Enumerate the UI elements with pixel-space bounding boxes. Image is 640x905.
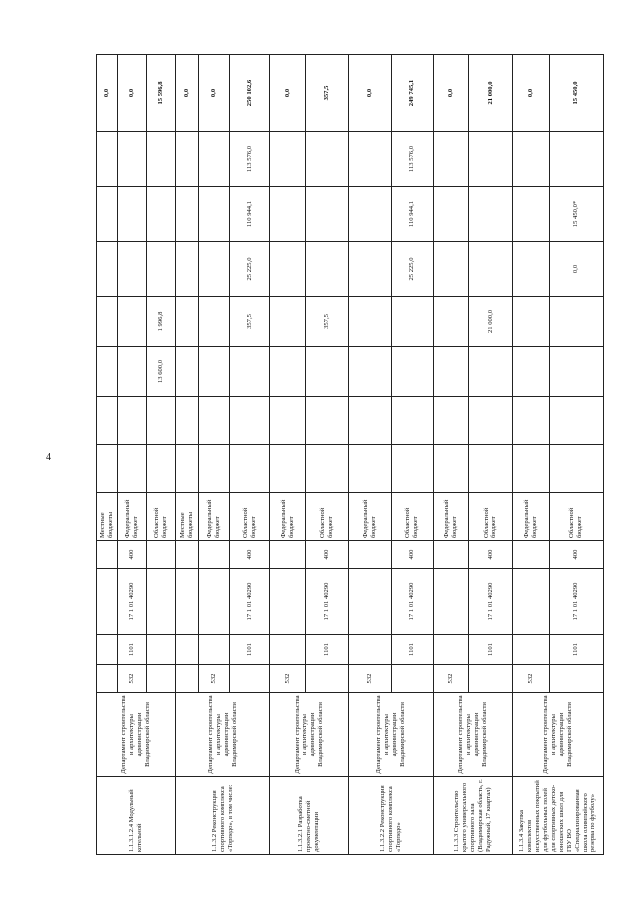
year-2019-cell (118, 187, 147, 242)
year-2018-cell (433, 242, 469, 297)
csr-cell (512, 569, 549, 635)
year-2018-cell (512, 242, 549, 297)
grbs-cell (147, 665, 176, 693)
vr-cell (270, 541, 306, 569)
table-row (349, 55, 391, 855)
year-2017-cell (118, 297, 147, 347)
year-2020-cell (175, 132, 198, 187)
year-2019-cell: 110 944,1 (230, 187, 270, 242)
vr-cell (97, 541, 118, 569)
csr-cell: 17 1 01 40290 (230, 569, 270, 635)
year-2016-cell: 13 600,0 (147, 347, 176, 397)
year-2014-cell (469, 445, 512, 493)
executor-cell: Департамент строительства и архитектуры администрации Владимирской области (175, 693, 269, 777)
year-2017-cell: 357,5 (230, 297, 270, 347)
grbs-cell (391, 665, 433, 693)
year-2020-cell: 113 576,0 (391, 132, 433, 187)
year-2018-cell (469, 242, 512, 297)
source-cell: Областной бюджет (147, 493, 176, 541)
source-cell: Федеральный бюджет (512, 493, 549, 541)
year-2019-cell (512, 187, 549, 242)
grbs-cell: 532 (270, 665, 306, 693)
year-2017-cell (97, 297, 118, 347)
vr-cell (147, 541, 176, 569)
year-2014-cell (270, 445, 306, 493)
vr-cell (175, 541, 198, 569)
year-2016-cell (305, 347, 348, 397)
year-2015-cell (230, 397, 270, 445)
year-2015-cell (469, 397, 512, 445)
rzpr-cell (270, 635, 306, 665)
total-cell: 0,0 (512, 55, 549, 132)
vr-cell (199, 541, 230, 569)
rzpr-cell (433, 635, 469, 665)
rotated-table-wrapper (96, 55, 604, 855)
table-row (512, 55, 549, 855)
rzpr-cell: 1101 (391, 635, 433, 665)
year-2020-cell (512, 132, 549, 187)
csr-cell: 17 1 01 40290 (305, 569, 348, 635)
vr-cell: 400 (391, 541, 433, 569)
rzpr-cell: 1101 (469, 635, 512, 665)
year-2014-cell (230, 445, 270, 493)
year-2019-cell (469, 187, 512, 242)
grbs-cell (305, 665, 348, 693)
rzpr-cell: 1101 (230, 635, 270, 665)
year-2018-cell (349, 242, 391, 297)
year-2019-cell: 110 944,1 (391, 187, 433, 242)
vr-cell: 400 (230, 541, 270, 569)
year-2014-cell (305, 445, 348, 493)
csr-cell: 17 1 01 40290 (118, 569, 147, 635)
year-2020-cell (199, 132, 230, 187)
source-cell: Местные бюджеты (97, 493, 118, 541)
year-2016-cell (469, 347, 512, 397)
total-cell: 0,0 (118, 55, 147, 132)
year-2020-cell (118, 132, 147, 187)
year-2017-cell: 357,5 (305, 297, 348, 347)
total-cell: 0,0 (270, 55, 306, 132)
item-name-cell: 1.1.3.4 Закупка комплектов искусственных покрытий для футбольных полей для спортивных детско-юношеских школ для ГБУ ВО «Специализированная школа олимпийского резерва по футболу» (512, 777, 603, 855)
year-2014-cell (349, 445, 391, 493)
year-2020-cell (270, 132, 306, 187)
vr-cell (433, 541, 469, 569)
rzpr-cell (147, 635, 176, 665)
grbs-cell (549, 665, 603, 693)
year-2015-cell (118, 397, 147, 445)
rzpr-cell (512, 635, 549, 665)
year-2020-cell (469, 132, 512, 187)
csr-cell: 17 1 01 40290 (549, 569, 603, 635)
csr-cell (97, 569, 118, 635)
year-2020-cell: 113 576,0 (230, 132, 270, 187)
year-2020-cell (305, 132, 348, 187)
total-cell: 250 102,6 (230, 55, 270, 132)
csr-cell (433, 569, 469, 635)
source-cell: Федеральный бюджет (349, 493, 391, 541)
rzpr-cell: 1101 (305, 635, 348, 665)
year-2018-cell (147, 242, 176, 297)
table-row (97, 55, 118, 855)
year-2015-cell (199, 397, 230, 445)
year-2014-cell (433, 445, 469, 493)
year-2015-cell (391, 397, 433, 445)
year-2017-cell: 1 996,8 (147, 297, 176, 347)
source-cell: Федеральный бюджет (433, 493, 469, 541)
year-2018-cell (97, 242, 118, 297)
year-2016-cell (199, 347, 230, 397)
year-2019-cell (305, 187, 348, 242)
year-2015-cell (305, 397, 348, 445)
total-cell: 0,0 (433, 55, 469, 132)
vr-cell (512, 541, 549, 569)
source-cell: Областной бюджет (305, 493, 348, 541)
csr-cell (175, 569, 198, 635)
year-2019-cell (199, 187, 230, 242)
year-2014-cell (118, 445, 147, 493)
year-2018-cell: 0,0 (549, 242, 603, 297)
year-2020-cell (433, 132, 469, 187)
rzpr-cell: 1101 (549, 635, 603, 665)
year-2016-cell (549, 347, 603, 397)
year-2018-cell: 25 225,0 (391, 242, 433, 297)
year-2018-cell (305, 242, 348, 297)
executor-cell: Департамент строительства и архитектуры администрации Владимирской области (349, 693, 433, 777)
year-2016-cell (97, 347, 118, 397)
source-cell: Федеральный бюджет (270, 493, 306, 541)
year-2015-cell (147, 397, 176, 445)
item-name-cell: 1.1.3.3 Строительство крытого универсального спортивного зала (Владимирская область, г. Радужный, 17 квартал) (433, 777, 512, 855)
source-cell: Федеральный бюджет (118, 493, 147, 541)
year-2014-cell (549, 445, 603, 493)
grbs-cell (175, 665, 198, 693)
csr-cell (270, 569, 306, 635)
total-cell: 0,0 (175, 55, 198, 132)
year-2016-cell (230, 347, 270, 397)
grbs-cell: 532 (349, 665, 391, 693)
year-2015-cell (175, 397, 198, 445)
rzpr-cell: 1101 (118, 635, 147, 665)
csr-cell: 17 1 01 40290 (391, 569, 433, 635)
executor-cell: Департамент строительства и архитектуры администрации Владимирской области (433, 693, 512, 777)
year-2020-cell (97, 132, 118, 187)
year-2017-cell (270, 297, 306, 347)
year-2016-cell (512, 347, 549, 397)
grbs-cell: 532 (433, 665, 469, 693)
source-cell: Местные бюджеты (175, 493, 198, 541)
year-2017-cell (549, 297, 603, 347)
csr-cell (349, 569, 391, 635)
grbs-cell: 532 (512, 665, 549, 693)
budget-table (96, 54, 604, 855)
year-2018-cell (118, 242, 147, 297)
year-2015-cell (512, 397, 549, 445)
total-cell: 0,0 (97, 55, 118, 132)
year-2014-cell (175, 445, 198, 493)
table-row (270, 55, 306, 855)
rzpr-cell (199, 635, 230, 665)
source-cell: Областной бюджет (469, 493, 512, 541)
executor-cell: Департамент строительства и архитектуры администрации Владимирской области (270, 693, 349, 777)
year-2019-cell: 15 450,0* (549, 187, 603, 242)
total-cell: 15 450,0 (549, 55, 603, 132)
vr-cell: 400 (118, 541, 147, 569)
rzpr-cell (97, 635, 118, 665)
total-cell: 357,5 (305, 55, 348, 132)
year-2018-cell (175, 242, 198, 297)
year-2019-cell (270, 187, 306, 242)
total-cell: 21 000,0 (469, 55, 512, 132)
year-2020-cell (147, 132, 176, 187)
year-2017-cell (391, 297, 433, 347)
executor-cell: Департамент строительства и архитектуры администрации Владимирской области (97, 693, 176, 777)
table-row (433, 55, 469, 855)
executor-cell: Департамент строительства и архитектуры администрации Владимирской области (512, 693, 603, 777)
year-2016-cell (349, 347, 391, 397)
year-2019-cell (175, 187, 198, 242)
year-2015-cell (433, 397, 469, 445)
source-cell: Федеральный бюджет (199, 493, 230, 541)
table-body (97, 55, 604, 855)
year-2019-cell (349, 187, 391, 242)
source-cell: Областной бюджет (391, 493, 433, 541)
year-2015-cell (270, 397, 306, 445)
vr-cell (349, 541, 391, 569)
year-2017-cell: 21 000,0 (469, 297, 512, 347)
grbs-cell: 532 (199, 665, 230, 693)
year-2014-cell (147, 445, 176, 493)
page-number: 4 (46, 452, 51, 463)
rzpr-cell (349, 635, 391, 665)
year-2017-cell (199, 297, 230, 347)
year-2016-cell (118, 347, 147, 397)
total-cell: 15 596,8 (147, 55, 176, 132)
year-2018-cell: 25 225,0 (230, 242, 270, 297)
year-2014-cell (391, 445, 433, 493)
year-2018-cell (199, 242, 230, 297)
year-2017-cell (175, 297, 198, 347)
item-name-cell: 1.1.3.2.2 Реконструкция спортивного комплекса «Торпедо» (349, 777, 433, 855)
year-2019-cell (97, 187, 118, 242)
grbs-cell (230, 665, 270, 693)
vr-cell: 400 (305, 541, 348, 569)
total-cell: 0,0 (349, 55, 391, 132)
year-2017-cell (512, 297, 549, 347)
year-2019-cell (147, 187, 176, 242)
csr-cell (199, 569, 230, 635)
year-2014-cell (512, 445, 549, 493)
item-name-cell: 1.1.3.2 Реконструкция спортивного комплекса «Торпедо», в том числе: (175, 777, 269, 855)
year-2015-cell (97, 397, 118, 445)
csr-cell (147, 569, 176, 635)
year-2014-cell (199, 445, 230, 493)
vr-cell: 400 (469, 541, 512, 569)
year-2020-cell (349, 132, 391, 187)
csr-cell: 17 1 01 40290 (469, 569, 512, 635)
item-name-cell: 1.1.3.1.2.4 Модульный котельной (97, 777, 176, 855)
year-2016-cell (433, 347, 469, 397)
total-cell: 249 745,1 (391, 55, 433, 132)
year-2020-cell (549, 132, 603, 187)
year-2018-cell (270, 242, 306, 297)
year-2019-cell (433, 187, 469, 242)
year-2016-cell (391, 347, 433, 397)
year-2014-cell (97, 445, 118, 493)
table-row (175, 55, 198, 855)
source-cell: Областной бюджет (230, 493, 270, 541)
year-2015-cell (349, 397, 391, 445)
grbs-cell (469, 665, 512, 693)
total-cell: 0,0 (199, 55, 230, 132)
item-name-cell: 1.1.3.2.1 Разработка проектно-сметной документации (270, 777, 349, 855)
year-2017-cell (349, 297, 391, 347)
vr-cell: 400 (549, 541, 603, 569)
grbs-cell (97, 665, 118, 693)
year-2015-cell (549, 397, 603, 445)
rzpr-cell (175, 635, 198, 665)
grbs-cell: 532 (118, 665, 147, 693)
year-2016-cell (270, 347, 306, 397)
year-2017-cell (433, 297, 469, 347)
source-cell: Областной бюджет (549, 493, 603, 541)
year-2016-cell (175, 347, 198, 397)
